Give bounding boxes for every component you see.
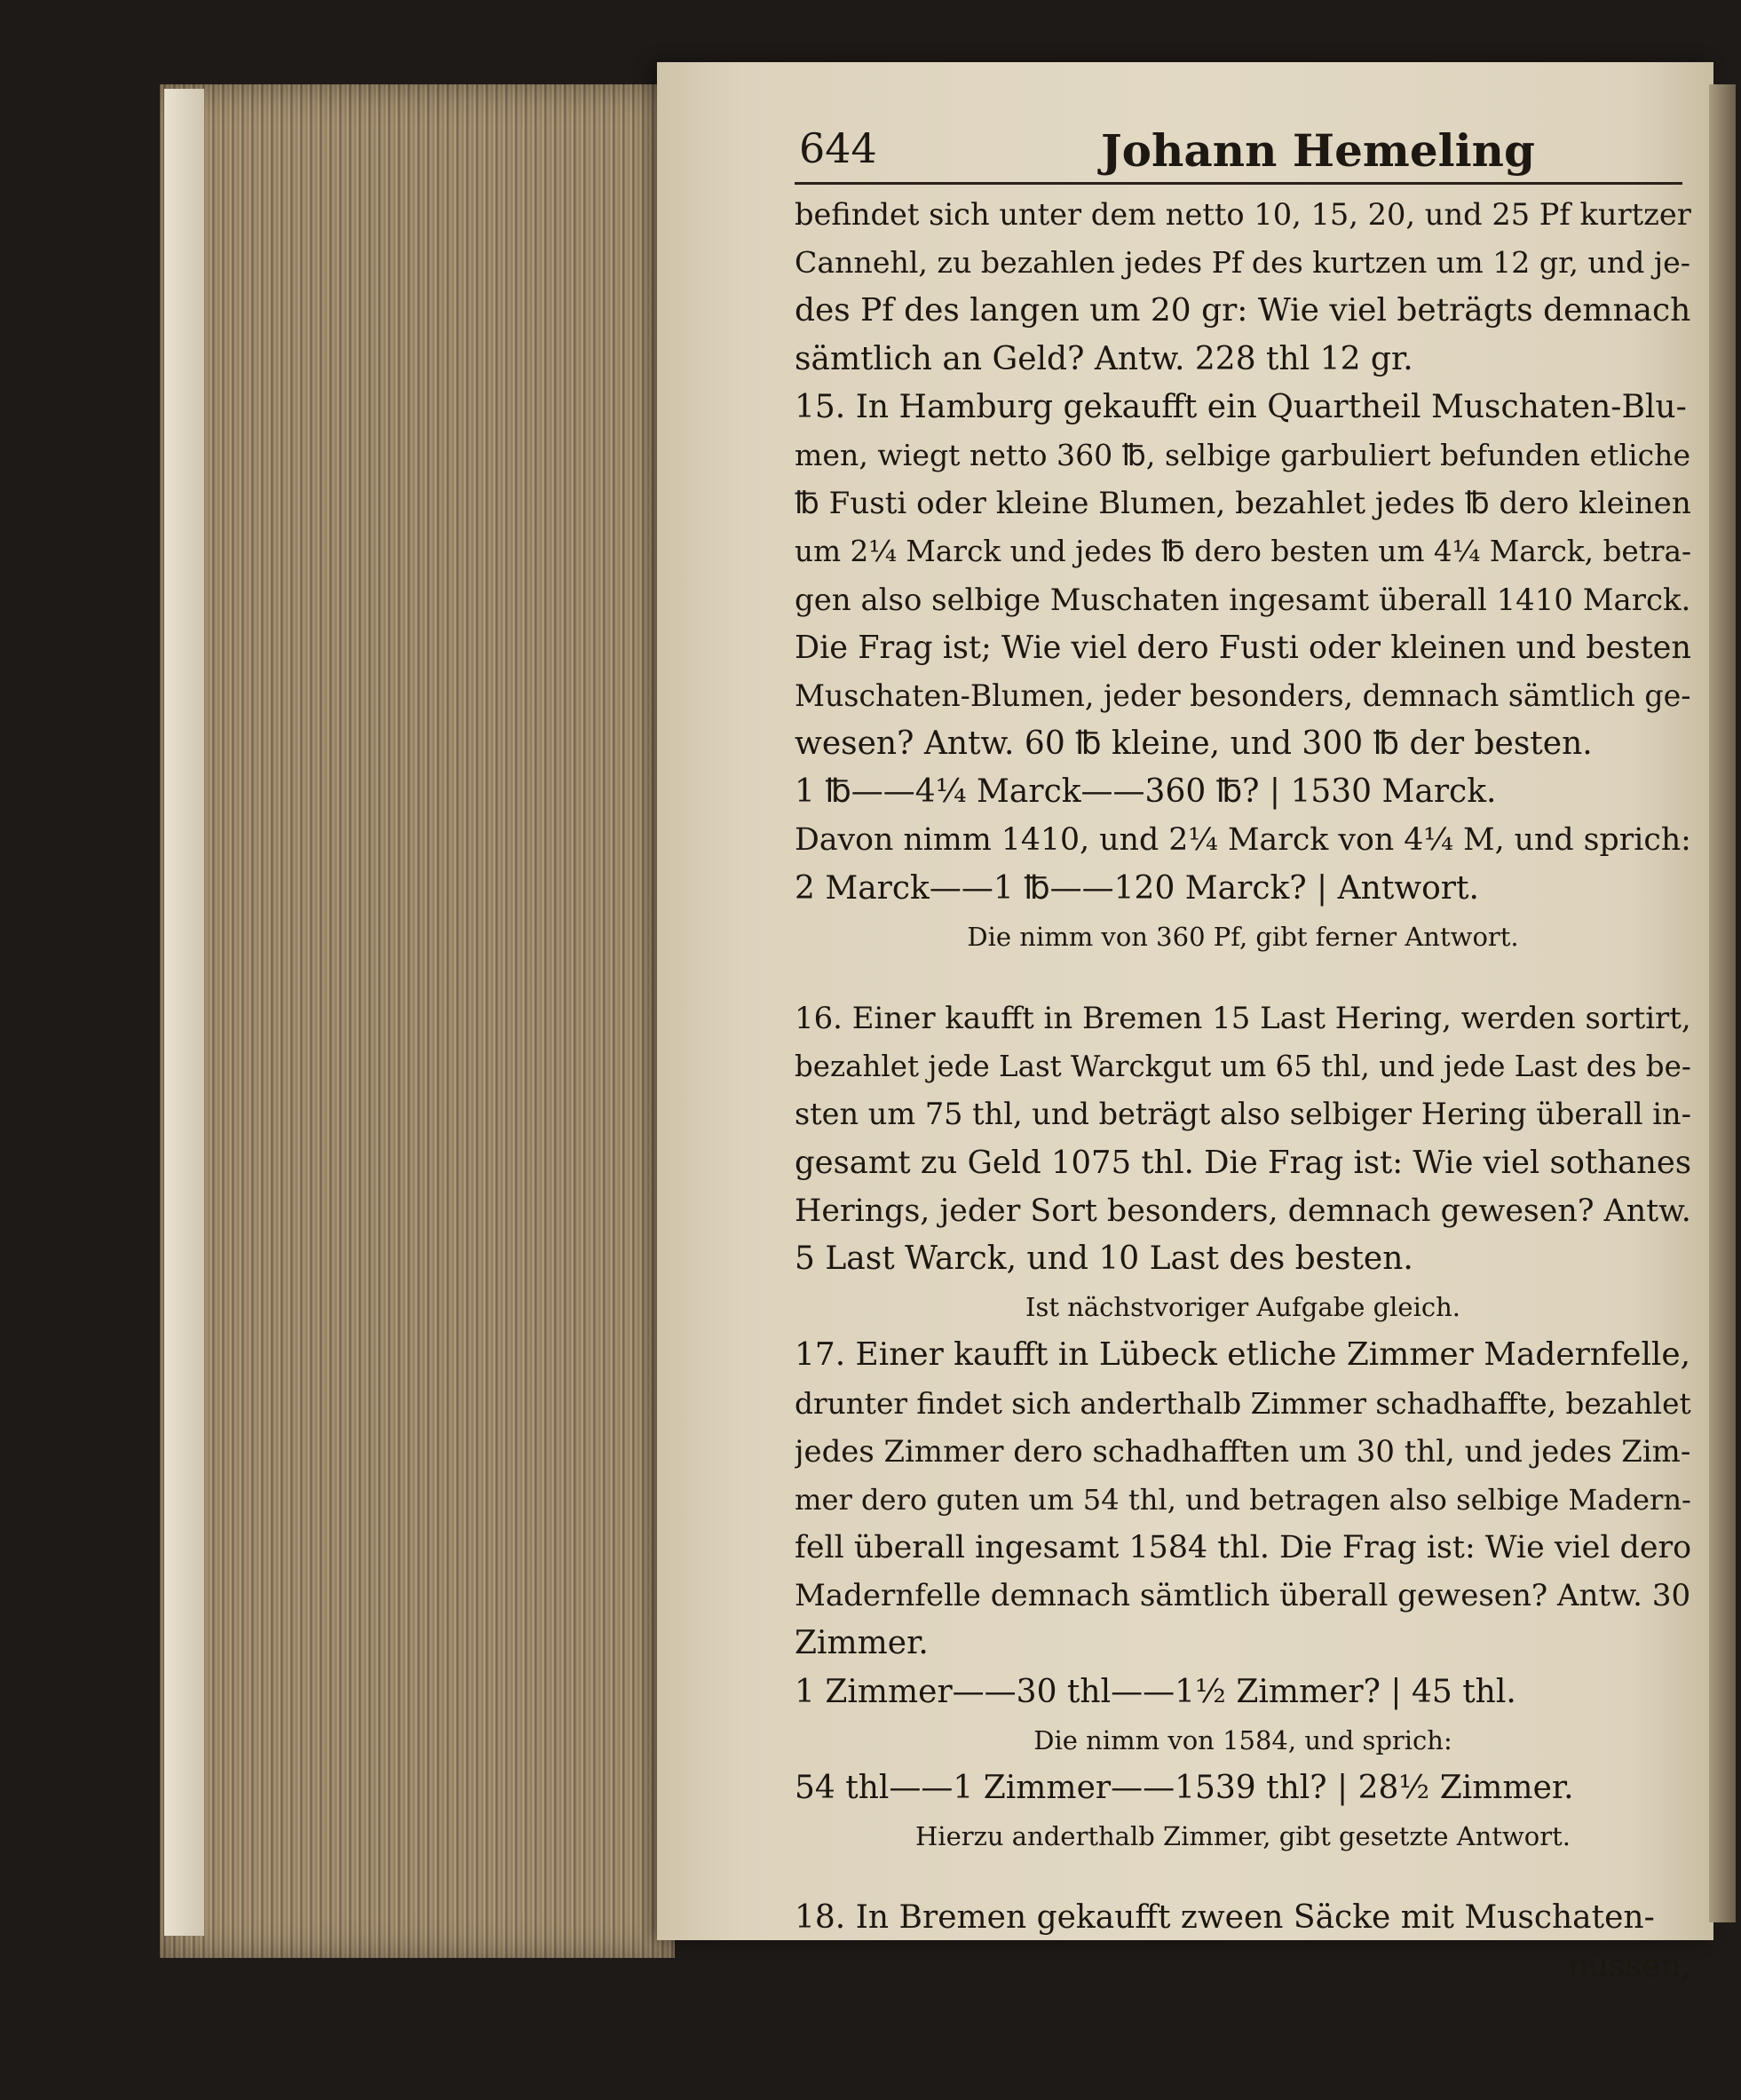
running-title: Johann Hemeling — [1101, 124, 1535, 177]
text-line: 2 Marck——1 ℔——120 Marck? | Antwort. — [795, 869, 1479, 907]
text-line: Herings, jeder Sort besonders, demnach gewesen? Antw. — [795, 1193, 1691, 1229]
page-text — [795, 191, 1691, 1991]
calculation-note: Die nimm von 1584, und sprich: — [1033, 1724, 1452, 1755]
text-line: gen also selbige Muschaten ingesamt überall 1410 Marck. — [795, 582, 1691, 618]
facing-page-edge — [1709, 84, 1736, 1922]
calculation-note: Die nimm von 360 Pf, gibt ferner Antwort. — [967, 921, 1519, 952]
text-line: mer dero guten um 54 thl, und betragen also selbige Madern- — [795, 1482, 1691, 1517]
text-line: jedes Zimmer dero schadhafften um 30 thl, und jedes Zim- — [795, 1433, 1691, 1469]
text-line: um 2¼ Marck und jedes ℔ dero besten um 4¼ Marck, betra- — [795, 535, 1691, 569]
text-line: wesen? Antw. 60 ℔ kleine, und 300 ℔ der besten. — [795, 725, 1593, 763]
text-line: 1 Zimmer——30 thl——1½ Zimmer? | 45 thl. — [795, 1673, 1516, 1710]
paragraph-gap — [795, 1860, 1691, 1894]
text-line: 54 thl——1 Zimmer——1539 thl? | 28½ Zimmer. — [795, 1770, 1574, 1806]
page-number: 644 — [799, 124, 877, 172]
text-line: Davon nimm 1410, und 2¼ Marck von 4¼ M, und sprich: — [795, 822, 1691, 859]
text-line: nüssen, — [1567, 1947, 1691, 1985]
text-line: befindet sich unter dem netto 10, 15, 20, und 25 Pf kurtzer — [795, 197, 1691, 232]
paragraph-gap — [795, 961, 1691, 995]
text-line: gesamt zu Geld 1075 thl. Die Frag ist: Wie viel sothanes — [795, 1144, 1691, 1181]
text-line: 16. Einer kaufft in Bremen 15 Last Hering, werden sortirt, — [795, 1001, 1691, 1036]
text-line: sten um 75 thl, und beträgt also selbiger Hering überall in- — [795, 1097, 1691, 1132]
text-line: ℔ Fusti oder kleine Blumen, bezahlet jedes ℔ dero kleinen — [795, 486, 1691, 522]
text-line: Madernfelle demnach sämtlich überall gewesen? Antw. 30 — [795, 1578, 1691, 1614]
book-cover-edge — [164, 89, 204, 1936]
text-line: 15. In Hamburg gekaufft ein Quartheil Muschaten-Blu- — [795, 388, 1687, 425]
header-rule — [795, 182, 1682, 185]
page-header — [799, 124, 1687, 178]
text-line: Cannehl, zu bezahlen jedes Pf des kurtzen um 12 gr, und je- — [795, 245, 1690, 281]
text-line: sämtlich an Geld? Antw. 228 thl 12 gr. — [795, 340, 1413, 377]
text-line: fell überall ingesamt 1584 thl. Die Frag ist: Wie viel dero — [795, 1530, 1691, 1566]
text-line: Muschaten-Blumen, jeder besonders, demnach sämtlich ge- — [795, 678, 1691, 713]
text-line: drunter findet sich anderthalb Zimmer schadhaffte, bezahlet — [795, 1386, 1691, 1421]
text-line: 18. In Bremen gekaufft zween Säcke mit Muschaten- — [795, 1899, 1655, 1937]
text-line: men, wiegt netto 360 ℔, selbige garbuliert befunden etliche — [795, 437, 1691, 472]
calculation-note: Ist nächstvoriger Aufgabe gleich. — [1025, 1292, 1460, 1323]
text-line: 17. Einer kaufft in Lübeck etliche Zimmer Madernfelle, — [795, 1336, 1691, 1374]
page-block-edge — [160, 84, 675, 1958]
text-line: bezahlet jede Last Warckgut um 65 thl, und jede Last des be- — [795, 1050, 1691, 1084]
text-line: Zimmer. — [795, 1625, 929, 1662]
calculation-note: Hierzu anderthalb Zimmer, gibt gesetzte Antwort. — [915, 1821, 1571, 1852]
text-line: 1 ℔——4¼ Marck——360 ℔? | 1530 Marck. — [795, 773, 1497, 811]
text-line: 5 Last Warck, und 10 Last des besten. — [795, 1240, 1413, 1277]
text-line: des Pf des langen um 20 gr: Wie viel beträgts demnach — [795, 292, 1691, 329]
text-line: Die Frag ist; Wie viel dero Fusti oder kleinen und besten — [795, 629, 1691, 666]
